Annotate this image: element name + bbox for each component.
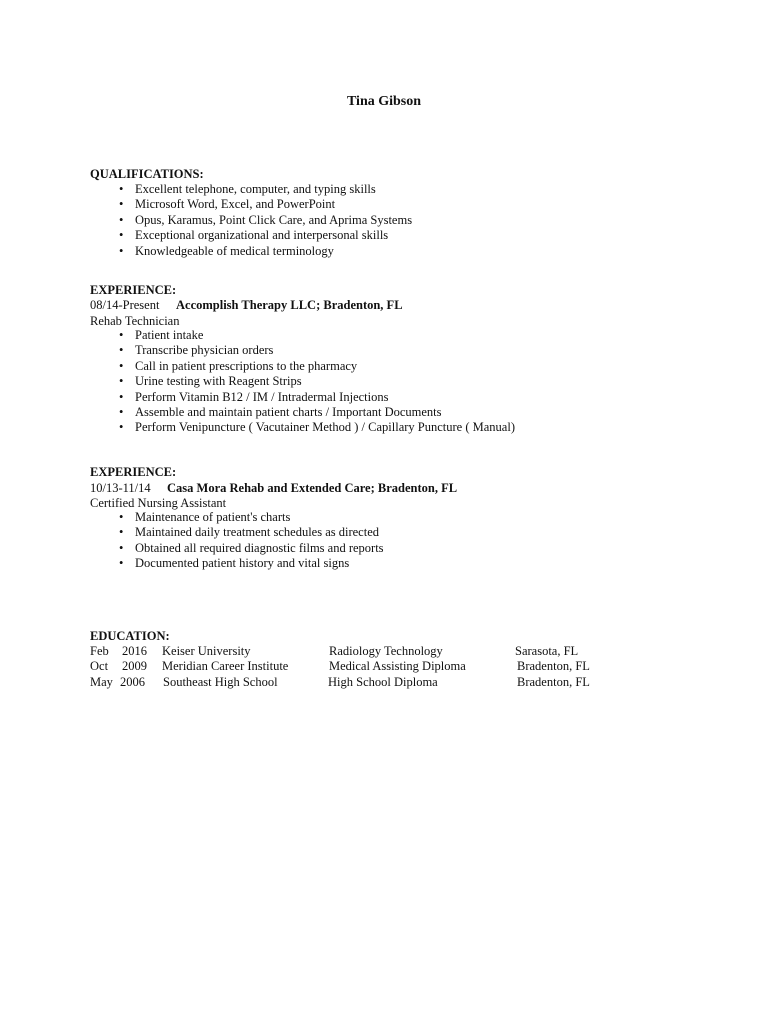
qualifications-heading: QUALIFICATIONS: [90,167,204,181]
list-item: • Transcribe physician orders [119,343,515,358]
edu-program: Medical Assisting Diploma [329,659,466,673]
list-item: • Urine testing with Reagent Strips [119,374,515,389]
candidate-name: Tina Gibson [346,94,422,109]
job-dates: 08/14-Present [90,298,160,312]
edu-location: Bradenton, FL [517,675,590,689]
list-item: • Microsoft Word, Excel, and PowerPoint [119,197,412,212]
list-item: • Maintained daily treatment schedules as directed [119,525,384,540]
list-item: • Call in patient prescriptions to the pharmacy [119,359,515,374]
list-item: • Obtained all required diagnostic films and reports [119,541,384,556]
education-row [90,675,650,690]
edu-year: 2009 [122,659,147,673]
list-item: • Knowledgeable of medical terminology [119,244,412,259]
list-item: • Assemble and maintain patient charts / Important Documents [119,405,515,420]
job-employer: Casa Mora Rehab and Extended Care; Bradenton, FL [167,481,458,495]
edu-year: 2006 [120,675,145,689]
list-item: • Perform Venipuncture ( Vacutainer Method ) / Capillary Puncture ( Manual) [119,420,515,435]
list-item: • Perform Vitamin B12 / IM / Intradermal Injections [119,390,515,405]
list-item: • Patient intake [119,328,515,343]
edu-school: Meridian Career Institute [162,659,289,673]
list-item: • Exceptional organizational and interpersonal skills [119,228,412,243]
job-dates: 10/13-11/14 [90,481,151,495]
list-item: • Maintenance of patient's charts [119,510,384,525]
edu-location: Bradenton, FL [517,659,590,673]
duties-list [119,510,384,572]
job-header [90,298,159,313]
experience-heading: EXPERIENCE: [90,465,177,479]
job-position: Rehab Technician [90,314,180,328]
list-item: • Excellent telephone, computer, and typing skills [119,182,412,197]
experience-heading: EXPERIENCE: [90,283,177,297]
job-position: Certified Nursing Assistant [90,496,227,510]
education-row [90,644,650,659]
list-item: • Documented patient history and vital signs [119,556,384,571]
job-employer: Accomplish Therapy LLC; Bradenton, FL [176,298,403,312]
edu-month: Feb [90,644,109,658]
education-row [90,659,650,674]
edu-location: Sarasota, FL [515,644,579,658]
edu-month: Oct [90,659,109,673]
education-heading: EDUCATION: [90,629,170,643]
edu-month: May [90,675,113,689]
duties-list [119,328,515,436]
edu-program: High School Diploma [328,675,438,689]
qualifications-list [119,182,412,259]
edu-program: Radiology Technology [329,644,443,658]
edu-year: 2016 [122,644,147,658]
edu-school: Southeast High School [163,675,278,689]
edu-school: Keiser University [162,644,251,658]
list-item: • Opus, Karamus, Point Click Care, and Aprima Systems [119,213,412,228]
